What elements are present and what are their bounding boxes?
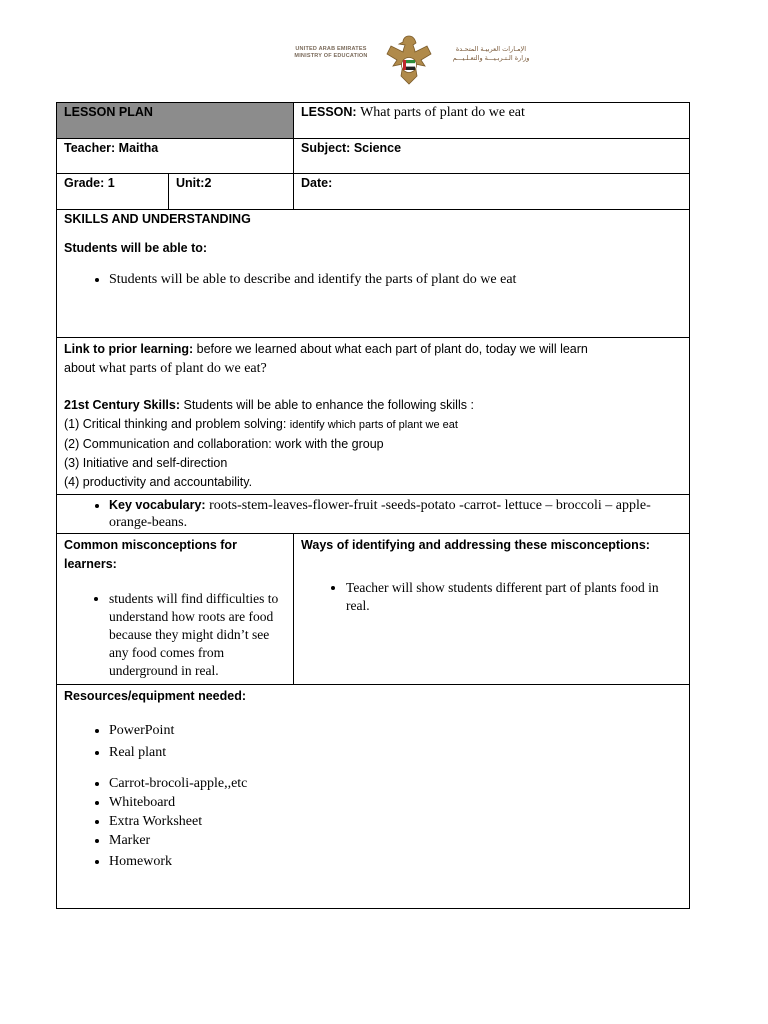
teacher-row — [57, 139, 690, 174]
list-item: • Extra Worksheet — [109, 812, 682, 831]
lesson-row — [57, 103, 690, 139]
teacher-name: Teacher: Maitha — [57, 139, 294, 174]
prior-learning-cell — [57, 338, 690, 495]
skills-subheading: Students will be able to: — [64, 241, 208, 255]
list-item: • PowerPoint — [109, 720, 682, 742]
grade-value: Grade: 1 — [57, 174, 169, 210]
grade-row — [57, 174, 690, 210]
prior-learning-question: what parts of plant do we eat? — [95, 361, 267, 376]
resources-row — [57, 685, 690, 909]
subject-name: Subject: Science — [294, 139, 690, 174]
century-skills-intro: Students will be able to enhance the following skills : — [180, 398, 474, 412]
skills-row — [57, 210, 690, 338]
skills-cell — [57, 210, 690, 338]
skill-1-detail: identify which parts of plant we eat — [289, 419, 458, 431]
resources-heading: Resources/equipment needed: — [64, 689, 246, 703]
prior-learning-row — [57, 338, 690, 495]
uae-emblem-icon — [383, 32, 435, 88]
date-field: Date: — [294, 174, 690, 210]
list-item: • Real plant — [109, 742, 682, 764]
addressing-cell — [294, 534, 690, 685]
skill-1: (1) Critical thinking and problem solving: — [64, 417, 290, 431]
vocabulary-row — [57, 495, 690, 534]
vocabulary-label: Key vocabulary: — [109, 498, 206, 512]
century-skills-label: 21st Century Skills: — [64, 398, 181, 412]
ministry-name-english: UNITED ARAB EMIRATES MINISTRY OF EDUCATION — [294, 46, 368, 59]
list-item: • Teacher will show students different part of plants food in real. — [346, 579, 682, 615]
list-item — [109, 497, 682, 531]
unit-value: Unit:2 — [169, 174, 294, 210]
prior-learning-text: before we learned about what each part of plant do, today we will learn — [193, 342, 588, 356]
skill-3: (3) Initiative and self-direction — [64, 456, 228, 470]
prior-learning-about: about — [64, 361, 96, 375]
lesson-title: What parts of plant do we eat — [360, 105, 525, 120]
list-item: • students will find difficulties to understand how roots are food because they might didn’t see any food comes from underground in real. — [109, 590, 286, 680]
prior-learning-label: Link to prior learning: — [64, 342, 194, 356]
vocabulary-cell — [57, 495, 690, 534]
lesson-plan-label: LESSON PLAN — [57, 103, 294, 139]
lesson-label: LESSON: — [301, 105, 357, 119]
resources-cell — [57, 685, 690, 909]
skills-heading: SKILLS AND UNDERSTANDING — [64, 212, 251, 226]
skill-2: (2) Communication and collaboration: work with the group — [64, 437, 384, 451]
addressing-heading: Ways of identifying and addressing these misconceptions: — [301, 538, 650, 552]
list-item: • Students will be able to describe and identify the parts of plant do we eat — [109, 270, 682, 289]
lesson-plan-table — [56, 102, 690, 909]
skill-4: (4) productivity and accountability. — [64, 475, 253, 489]
lesson-cell — [294, 103, 690, 139]
list-item: • Whiteboard — [109, 793, 682, 812]
list-item: • Homework — [109, 852, 682, 871]
vocabulary-text: roots-stem-leaves-flower-fruit -seeds-potato -carrot- lettuce – broccoli – apple- orange-beans. — [109, 498, 651, 530]
misconceptions-row — [57, 534, 690, 685]
skills-list — [64, 270, 682, 289]
ministry-logo — [285, 32, 537, 88]
list-item: • Marker — [109, 831, 682, 850]
ministry-name-arabic: الإمـارات العربيـة المتحـدة وزارة الـتـربـيـــة والتعـلـيـــم — [452, 45, 530, 62]
list-item: • Carrot-brocoli-apple,,etc — [109, 774, 682, 793]
resources-list-1 — [64, 720, 682, 764]
misconceptions-cell — [57, 534, 294, 685]
misconceptions-heading: Common misconceptions for learners: — [64, 538, 237, 571]
resources-list-2 — [64, 774, 682, 871]
